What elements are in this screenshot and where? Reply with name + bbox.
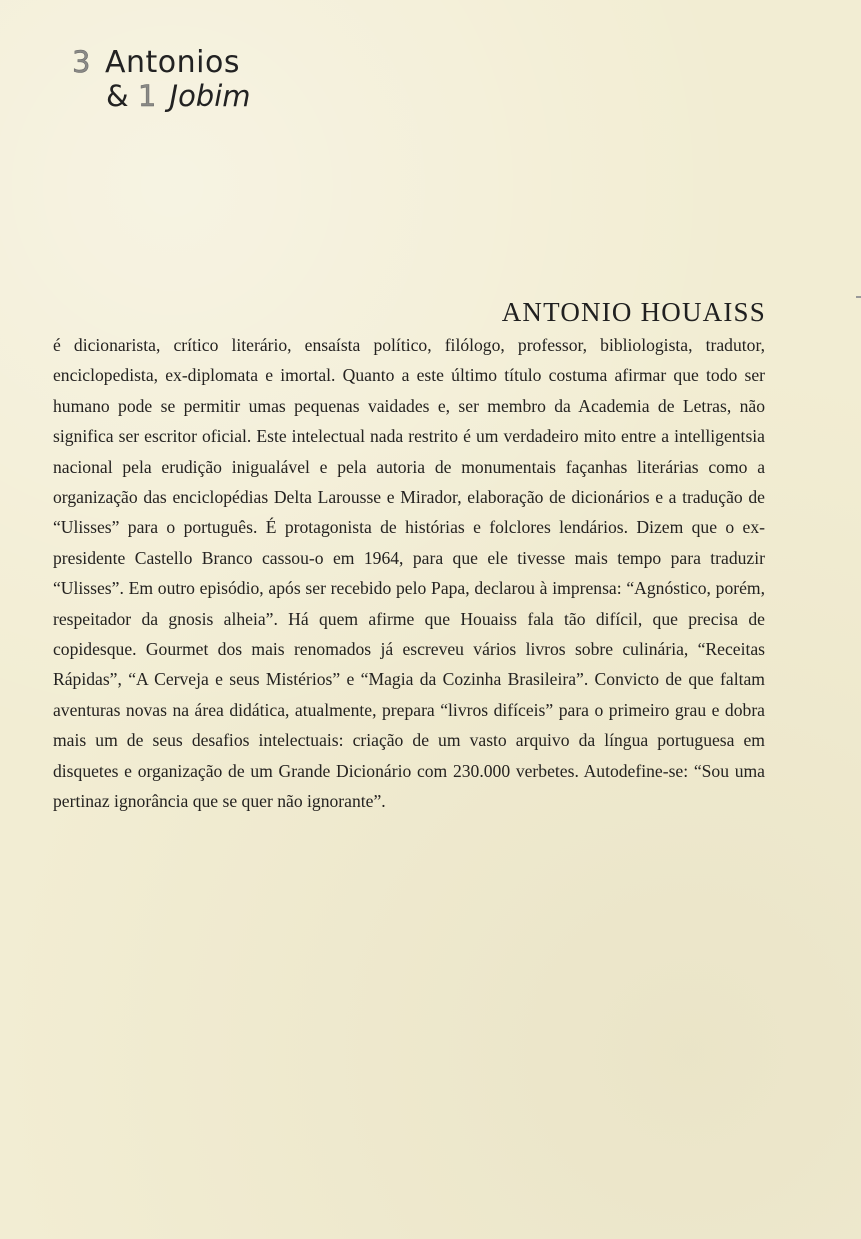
- article-title: ANTONIO HOUAISS: [501, 297, 766, 327]
- logo-number-3: 3: [72, 45, 91, 79]
- logo: [72, 46, 262, 116]
- logo-word-antonios: Antonios: [105, 45, 240, 80]
- logo-ampersand: &: [106, 79, 129, 113]
- logo-number-1: 1: [137, 79, 157, 113]
- page-edge-mark: [856, 296, 861, 298]
- logo-line-2: [106, 80, 251, 112]
- logo-word-jobim: Jobim: [169, 79, 251, 113]
- logo-line-1: [72, 46, 240, 79]
- article-body: é dicionarista, crítico literário, ensaísta político, filólogo, professor, bibliologista, tradutor, enciclopedista, ex-diplomata e imortal. Quanto a este último título costuma afirmar que todo ser humano pode se permitir umas pequenas vaidades e, ser membro da Academia de Letras, não significa ser escritor oficial. Este intelectual nada restrito é um verdadeiro mito entre a intelligentsia nacional pela erudição inigualável e pela autoria de monumentais façanhas literárias como a organização das enciclopédias Delta Larousse e Mirador, elaboração de dicionários e a tradução de “Ulisses” para o português. É protagonista de histórias e folclores lendários. Dizem que o ex-presidente Castello Branco cassou-o em 1964, para que ele tivesse mais tempo para traduzir “Ulisses”. Em outro episódio, após ser recebido pelo Papa, declarou à imprensa: “Agnóstico, porém, respeitador da gnosis alheia”. Há quem afirme que Houaiss fala tão difícil, que precisa de copidesque. Gourmet dos mais renomados já escreveu vários livros sobre culinária, “Receitas Rápidas”, “A Cerveja e seus Mistérios” e “Magia da Cozinha Brasileira”. Convicto de que faltam aventuras novas na área didática, atualmente, prepara “livros difíceis” para o primeiro grau e dobra mais um de seus desafios intelectuais: criação de um vasto arquivo da língua portuguesa em disquetes e organização de um Grande Dicionário com 230.000 verbetes. Autodefine-se: “Sou uma pertinaz ignorância que se quer não ignorante”.: [53, 335, 765, 812]
